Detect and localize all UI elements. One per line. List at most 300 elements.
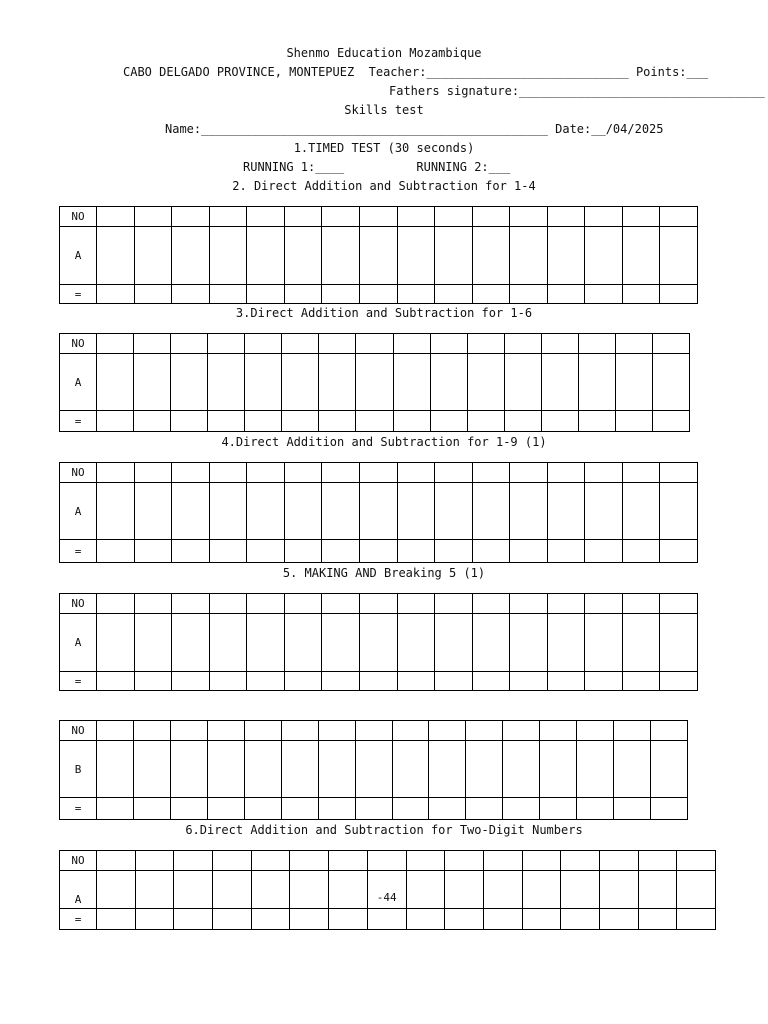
answer-cell[interactable] [97,334,134,354]
answer-cell[interactable] [585,594,623,614]
answer-cell[interactable] [209,227,247,285]
answer-cell[interactable] [174,909,213,930]
answer-cell[interactable] [97,483,135,540]
answer-cell[interactable] [213,851,252,871]
answer-cell[interactable] [578,411,615,432]
answer-cell[interactable] [209,594,247,614]
answer-cell[interactable] [660,672,698,691]
answer-cell[interactable] [134,411,171,432]
answer-cell[interactable] [510,672,548,691]
answer-cell[interactable] [397,614,435,672]
answer-cell[interactable] [522,909,561,930]
answer-cell[interactable] [392,721,429,741]
answer-cell[interactable] [97,721,134,741]
answer-cell[interactable] [322,285,360,304]
answer-cell[interactable] [359,285,397,304]
answer-cell[interactable] [355,798,392,820]
answer-cell[interactable] [435,463,473,483]
answer-cell[interactable] [244,741,281,798]
answer-cell[interactable] [209,540,247,563]
answer-cell[interactable] [397,672,435,691]
answer-cell[interactable] [392,741,429,798]
answer-cell[interactable] [510,285,548,304]
answer-cell[interactable] [134,463,172,483]
section-4-title: 4.Direct Addition and Subtraction for 1-9 (1) [221,435,547,449]
answer-cell[interactable] [467,334,504,354]
answer-cell[interactable] [247,483,285,540]
answer-cell[interactable] [467,354,504,411]
answer-cell[interactable] [244,798,281,820]
answer-cell[interactable] [397,483,435,540]
answer-cell[interactable] [510,483,548,540]
answer-cell[interactable] [322,227,360,285]
answer-cell[interactable] [677,909,716,930]
answer-cell[interactable] [660,463,698,483]
answer-cell[interactable] [318,721,355,741]
answer-cell[interactable] [660,540,698,563]
answer-cell[interactable] [172,207,210,227]
answer-cell[interactable] [209,614,247,672]
answer-cell[interactable] [435,207,473,227]
answer-cell[interactable] [430,354,467,411]
answer-cell[interactable] [284,483,322,540]
answer-cell[interactable] [172,463,210,483]
answer-cell[interactable] [284,594,322,614]
answer-cell[interactable] [585,540,623,563]
answer-cell[interactable] [547,540,585,563]
answer-cell[interactable] [290,871,329,909]
answer-cell[interactable] [209,285,247,304]
answer-cell[interactable] [135,909,174,930]
answer-cell[interactable] [472,614,510,672]
answer-cell[interactable] [171,411,208,432]
answer-cell[interactable] [622,614,660,672]
answer-cell[interactable] [547,614,585,672]
answer-cell[interactable] [355,721,392,741]
answer-cell[interactable] [483,871,522,909]
answer-cell[interactable] [97,594,135,614]
answer-cell[interactable] [599,909,638,930]
answer-cell[interactable] [397,540,435,563]
answer-cell[interactable] [472,594,510,614]
answer-cell[interactable] [392,798,429,820]
answer-cell[interactable] [247,285,285,304]
answer-cell[interactable] [319,411,356,432]
answer-cell[interactable] [134,614,172,672]
answer-cell[interactable] [245,354,282,411]
answer-cell[interactable] [622,463,660,483]
table-4 [59,593,698,691]
answer-cell[interactable] [170,798,207,820]
answer-cell[interactable] [322,483,360,540]
answer-cell[interactable] [510,594,548,614]
answer-cell[interactable] [585,285,623,304]
answer-cell[interactable] [467,411,504,432]
answer-cell[interactable] [660,227,698,285]
answer-cell[interactable] [172,227,210,285]
answer-cell[interactable] [318,798,355,820]
row-label: = [60,540,97,563]
answer-cell[interactable] [540,721,577,741]
answer-cell[interactable] [97,851,136,871]
answer-cell[interactable] [329,871,368,909]
answer-cell[interactable] [359,672,397,691]
answer-cell[interactable] [397,227,435,285]
answer-cell[interactable] [133,798,170,820]
answer-cell[interactable] [540,741,577,798]
answer-cell[interactable] [97,207,135,227]
answer-cell[interactable] [247,540,285,563]
answer-cell[interactable] [359,614,397,672]
answer-cell[interactable] [247,463,285,483]
answer-cell[interactable] [213,909,252,930]
answer-cell[interactable] [577,721,614,741]
answer-cell[interactable] [284,285,322,304]
answer-cell[interactable] [393,334,430,354]
answer-cell[interactable] [134,594,172,614]
answer-cell[interactable] [652,334,689,354]
answer-cell[interactable] [472,227,510,285]
row-label: NO [60,463,97,483]
answer-cell[interactable] [622,285,660,304]
answer-cell[interactable] [547,207,585,227]
answer-cell[interactable] [541,411,578,432]
answer-cell[interactable] [652,354,689,411]
answer-cell[interactable] [319,354,356,411]
answer-cell[interactable] [134,227,172,285]
answer-cell[interactable] [319,334,356,354]
timed-test: 1.TIMED TEST (30 seconds) [293,141,475,155]
answer-cell[interactable] [290,909,329,930]
answer-cell[interactable] [472,285,510,304]
answer-cell[interactable] [251,909,290,930]
answer-cell[interactable] [97,540,135,563]
answer-cell[interactable] [359,483,397,540]
answer-cell[interactable] [430,334,467,354]
answer-cell[interactable] [429,798,466,820]
answer-cell[interactable] [466,721,503,741]
answer-cell[interactable] [247,594,285,614]
answer-cell[interactable] [367,851,406,871]
answer-cell[interactable] [209,463,247,483]
answer-cell[interactable] [622,207,660,227]
answer-cell[interactable] [429,741,466,798]
answer-cell[interactable] [660,594,698,614]
answer-cell[interactable] [209,672,247,691]
answer-cell[interactable] [504,411,541,432]
answer-cell[interactable] [540,798,577,820]
table-3 [59,462,698,563]
answer-cell[interactable] [174,851,213,871]
answer-cell[interactable] [393,354,430,411]
answer-cell[interactable] [547,483,585,540]
answer-cell[interactable] [615,334,652,354]
answer-cell[interactable] [651,721,688,741]
answer-cell[interactable] [522,871,561,909]
answer-cell[interactable] [322,594,360,614]
answer-cell[interactable] [367,909,406,930]
name-date: Name:________________________________________________ Date:__/04/2025 [165,122,664,136]
answer-cell[interactable] [622,540,660,563]
answer-cell[interactable] [615,411,652,432]
answer-cell[interactable] [651,741,688,798]
answer-cell[interactable] [172,594,210,614]
answer-cell[interactable] [251,871,290,909]
answer-cell[interactable] [207,798,244,820]
answer-cell[interactable] [510,227,548,285]
answer-cell[interactable] [134,334,171,354]
answer-cell[interactable] [578,334,615,354]
answer-cell[interactable] [97,285,135,304]
answer-cell[interactable] [97,463,135,483]
answer-cell[interactable] [585,483,623,540]
answer-cell[interactable] [247,207,285,227]
answer-cell[interactable] [577,741,614,798]
answer-cell[interactable] [282,334,319,354]
answer-cell[interactable] [322,463,360,483]
answer-cell[interactable] [172,672,210,691]
answer-cell[interactable] [322,540,360,563]
answer-cell[interactable] [472,540,510,563]
answer-cell[interactable] [541,334,578,354]
fathers-signature: Fathers signature:__________________________________ [389,84,765,98]
answer-cell[interactable] [97,411,134,432]
answer-cell[interactable] [615,354,652,411]
answer-cell[interactable] [660,483,698,540]
answer-cell[interactable] [614,721,651,741]
answer-cell[interactable] [284,672,322,691]
answer-cell[interactable] [97,227,135,285]
answer-cell[interactable] [134,672,172,691]
answer-cell[interactable] [466,741,503,798]
answer-cell[interactable] [318,741,355,798]
answer-cell[interactable] [170,741,207,798]
answer-cell[interactable] [356,354,393,411]
answer-cell[interactable] [445,871,484,909]
answer-cell[interactable] [510,207,548,227]
answer-cell[interactable] [134,285,172,304]
answer-cell[interactable] [430,411,467,432]
answer-cell[interactable] [97,614,135,672]
answer-cell[interactable] [483,851,522,871]
answer-cell[interactable] [406,851,445,871]
answer-cell[interactable] [97,909,136,930]
answer-cell[interactable] [585,207,623,227]
answer-cell[interactable] [561,909,600,930]
answer-cell[interactable] [397,463,435,483]
answer-cell[interactable] [435,614,473,672]
answer-cell[interactable] [247,614,285,672]
answer-cell[interactable] [171,334,208,354]
answer-cell[interactable] [614,741,651,798]
row-label: NO [60,334,97,354]
answer-cell[interactable] [284,540,322,563]
answer-cell[interactable] [355,741,392,798]
answer-cell[interactable] [638,851,677,871]
answer-cell[interactable] [251,851,290,871]
answer-cell[interactable] [97,871,136,909]
answer-cell[interactable] [503,721,540,741]
answer-cell[interactable] [281,741,318,798]
answer-cell[interactable] [174,871,213,909]
answer-cell[interactable] [638,909,677,930]
answer-cell[interactable] [282,354,319,411]
answer-cell[interactable] [510,540,548,563]
row-label: = [60,672,97,691]
answer-cell[interactable] [445,851,484,871]
row-label: = [60,285,97,304]
answer-cell[interactable] [208,411,245,432]
answer-cell[interactable] [134,483,172,540]
answer-cell[interactable] [660,614,698,672]
answer-cell[interactable] [503,798,540,820]
answer-cell[interactable] [171,354,208,411]
answer-cell[interactable] [208,334,245,354]
answer-cell[interactable] [504,354,541,411]
answer-cell[interactable] [284,463,322,483]
answer-cell[interactable] [209,207,247,227]
answer-cell[interactable] [245,411,282,432]
answer-cell[interactable] [622,672,660,691]
answer-cell[interactable] [133,741,170,798]
answer-cell[interactable] [207,721,244,741]
answer-cell[interactable] [207,741,244,798]
answer-cell[interactable] [561,871,600,909]
answer-cell[interactable] [547,463,585,483]
answer-cell[interactable] [445,909,484,930]
answer-cell[interactable] [577,798,614,820]
answer-cell[interactable] [652,411,689,432]
answer-cell[interactable] [466,798,503,820]
answer-cell[interactable] [397,207,435,227]
answer-cell[interactable] [172,614,210,672]
answer-cell[interactable] [322,672,360,691]
answer-cell[interactable] [660,207,698,227]
answer-cell[interactable] [622,227,660,285]
answer-cell[interactable]: -44 [367,871,406,909]
answer-cell[interactable] [406,871,445,909]
answer-cell[interactable] [599,851,638,871]
answer-cell[interactable] [585,614,623,672]
answer-cell[interactable] [244,721,281,741]
answer-cell[interactable] [172,483,210,540]
answer-cell[interactable] [660,285,698,304]
answer-cell[interactable] [503,741,540,798]
answer-cell[interactable] [322,207,360,227]
answer-cell[interactable] [585,463,623,483]
answer-cell[interactable] [208,354,245,411]
answer-cell[interactable] [406,909,445,930]
answer-cell[interactable] [209,483,247,540]
answer-cell[interactable] [435,483,473,540]
answer-cell[interactable] [359,207,397,227]
answer-cell[interactable] [510,463,548,483]
answer-cell[interactable] [435,672,473,691]
answer-cell[interactable] [359,540,397,563]
answer-cell[interactable] [622,594,660,614]
answer-cell[interactable] [522,851,561,871]
answer-cell[interactable] [547,227,585,285]
answer-cell[interactable] [472,207,510,227]
answer-cell[interactable] [97,354,134,411]
answer-cell[interactable] [135,851,174,871]
answer-cell[interactable] [281,798,318,820]
answer-cell[interactable] [472,463,510,483]
answer-cell[interactable] [397,285,435,304]
answer-cell[interactable] [329,851,368,871]
answer-cell[interactable] [133,721,170,741]
answer-cell[interactable] [472,483,510,540]
answer-cell[interactable] [284,207,322,227]
answer-cell[interactable] [359,594,397,614]
answer-cell[interactable] [97,741,134,798]
answer-cell[interactable] [614,798,651,820]
answer-cell[interactable] [284,227,322,285]
answer-cell[interactable] [284,614,322,672]
answer-cell[interactable] [547,672,585,691]
answer-cell[interactable] [472,672,510,691]
answer-cell[interactable] [282,411,319,432]
answer-cell[interactable] [322,614,360,672]
answer-cell[interactable] [134,540,172,563]
answer-cell[interactable] [135,871,174,909]
answer-cell[interactable] [356,334,393,354]
answer-cell[interactable] [329,909,368,930]
answer-cell[interactable] [97,798,134,820]
answer-cell[interactable] [578,354,615,411]
answer-cell[interactable] [677,871,716,909]
table-5 [59,720,688,820]
answer-cell[interactable] [651,798,688,820]
answer-cell[interactable] [585,672,623,691]
answer-cell[interactable] [213,871,252,909]
answer-cell[interactable] [397,594,435,614]
answer-cell[interactable] [359,463,397,483]
answer-cell[interactable] [510,614,548,672]
answer-cell[interactable] [561,851,600,871]
answer-cell[interactable] [281,721,318,741]
answer-cell[interactable] [134,354,171,411]
answer-cell[interactable] [290,851,329,871]
answer-cell[interactable] [429,721,466,741]
answer-cell[interactable] [245,334,282,354]
answer-cell[interactable] [622,483,660,540]
answer-cell[interactable] [547,285,585,304]
answer-cell[interactable] [435,594,473,614]
answer-cell[interactable] [359,227,397,285]
answer-cell[interactable] [541,354,578,411]
answer-cell[interactable] [599,871,638,909]
answer-cell[interactable] [134,207,172,227]
answer-cell[interactable] [172,540,210,563]
answer-cell[interactable] [483,909,522,930]
answer-cell[interactable] [97,672,135,691]
answer-cell[interactable] [170,721,207,741]
answer-cell[interactable] [435,285,473,304]
answer-cell[interactable] [435,227,473,285]
answer-cell[interactable] [393,411,430,432]
answer-cell[interactable] [504,334,541,354]
answer-cell[interactable] [638,871,677,909]
answer-cell[interactable] [547,594,585,614]
answer-cell[interactable] [356,411,393,432]
answer-cell[interactable] [435,540,473,563]
answer-cell[interactable] [677,851,716,871]
answer-cell[interactable] [247,227,285,285]
answer-cell[interactable] [585,227,623,285]
answer-cell[interactable] [172,285,210,304]
answer-cell[interactable] [247,672,285,691]
